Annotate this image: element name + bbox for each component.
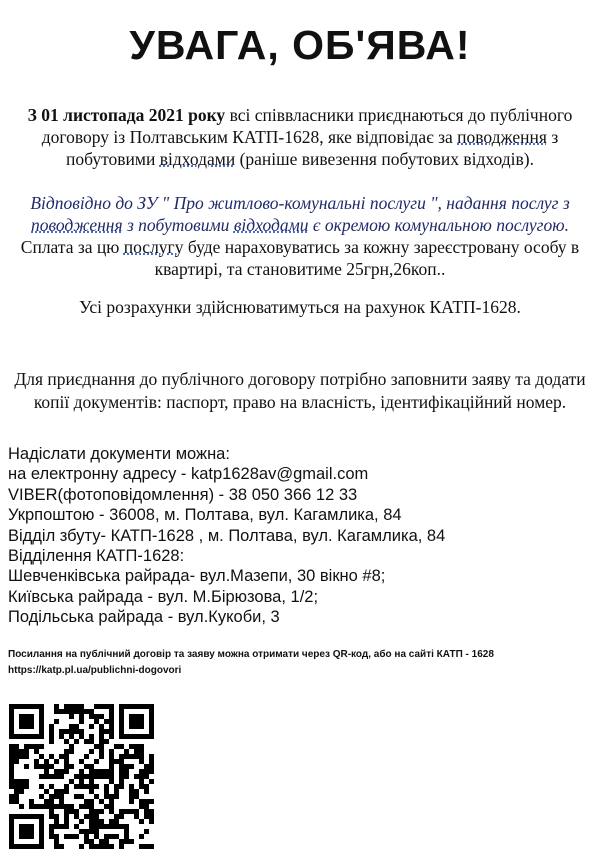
account-paragraph: Усі розрахунки здійснюватимуться на рахунок КАТП-1628. bbox=[79, 297, 521, 317]
intro-text-2: з побутовими bbox=[66, 127, 559, 169]
contacts-block bbox=[8, 444, 588, 628]
branches-heading: Відділення КАТП-1628: bbox=[8, 547, 185, 566]
branch-item: Київська райрада - вул. М.Бірюзова, 1/2; bbox=[8, 587, 319, 606]
fee-text-2: буде нараховуватись за кожну зареєстровану особу в квартирі, та становитиме 25грн,26коп.. bbox=[154, 237, 580, 279]
law-underlined-2: відходами bbox=[233, 215, 309, 235]
qr-code-icon bbox=[9, 704, 154, 849]
fee-text-1: Сплата за цю bbox=[20, 237, 124, 257]
footnote-url: https://katp.pl.ua/publichni-dogovori bbox=[8, 665, 182, 676]
notice-title: УВАГА, ОБ'ЯВА! bbox=[129, 22, 471, 68]
law-underlined-1: поводження bbox=[31, 215, 123, 235]
intro-underlined-2: відходами bbox=[159, 149, 236, 169]
contacts-heading: Надіслати документи можна: bbox=[8, 445, 230, 463]
branch-item: Шевченківська райрада- вул.Мазепи, 30 вікно #8; bbox=[8, 567, 386, 586]
intro-text-3: (раніше вивезення побутових відходів). bbox=[235, 149, 534, 169]
footnote-text: Посилання на публічний договір та заяву можна отримати через QR-код, або на сайті КАТП - 1628 bbox=[8, 649, 494, 660]
fee-underlined-1: послугу bbox=[123, 237, 184, 257]
law-text-2: з побутовими bbox=[122, 215, 234, 235]
law-text-1: Відповідно до ЗУ " Про житлово-комунальні послуги ", надання послуг з bbox=[30, 193, 570, 213]
intro-text-1: всі співвласники приєднаються до публічного договору із Полтавським КАТП-1628, яке відповідає за bbox=[41, 105, 573, 147]
footnote bbox=[8, 647, 588, 679]
contact-email: на електронну адресу - katp1628av@gmail.com bbox=[8, 465, 369, 484]
law-paragraph bbox=[12, 192, 588, 236]
contact-viber: VIBER(фотоповідомлення) - 38 050 366 12 33 bbox=[8, 485, 358, 504]
intro-paragraph bbox=[12, 104, 588, 170]
intro-date: З 01 листопада 2021 року bbox=[27, 105, 226, 125]
law-text-3: є окремою комунальною послугою. bbox=[308, 215, 569, 235]
branch-item: Подільська райрада - вул.Кукоби, 3 bbox=[8, 608, 280, 627]
contact-post: Укрпоштою - 36008, м. Полтава, вул. Кагамлика, 84 bbox=[8, 506, 402, 525]
join-paragraph: Для приєднання до публічного договору потрібно заповнити заяву та додати копії документів: паспорт, право на власність, ідентифікаційний номер. bbox=[14, 369, 586, 412]
contact-sales-office: Відділ збуту- КАТП-1628 , м. Полтава, вул. Кагамлика, 84 bbox=[8, 526, 446, 545]
fee-paragraph bbox=[12, 236, 588, 280]
intro-underlined-1: поводження bbox=[457, 127, 547, 147]
